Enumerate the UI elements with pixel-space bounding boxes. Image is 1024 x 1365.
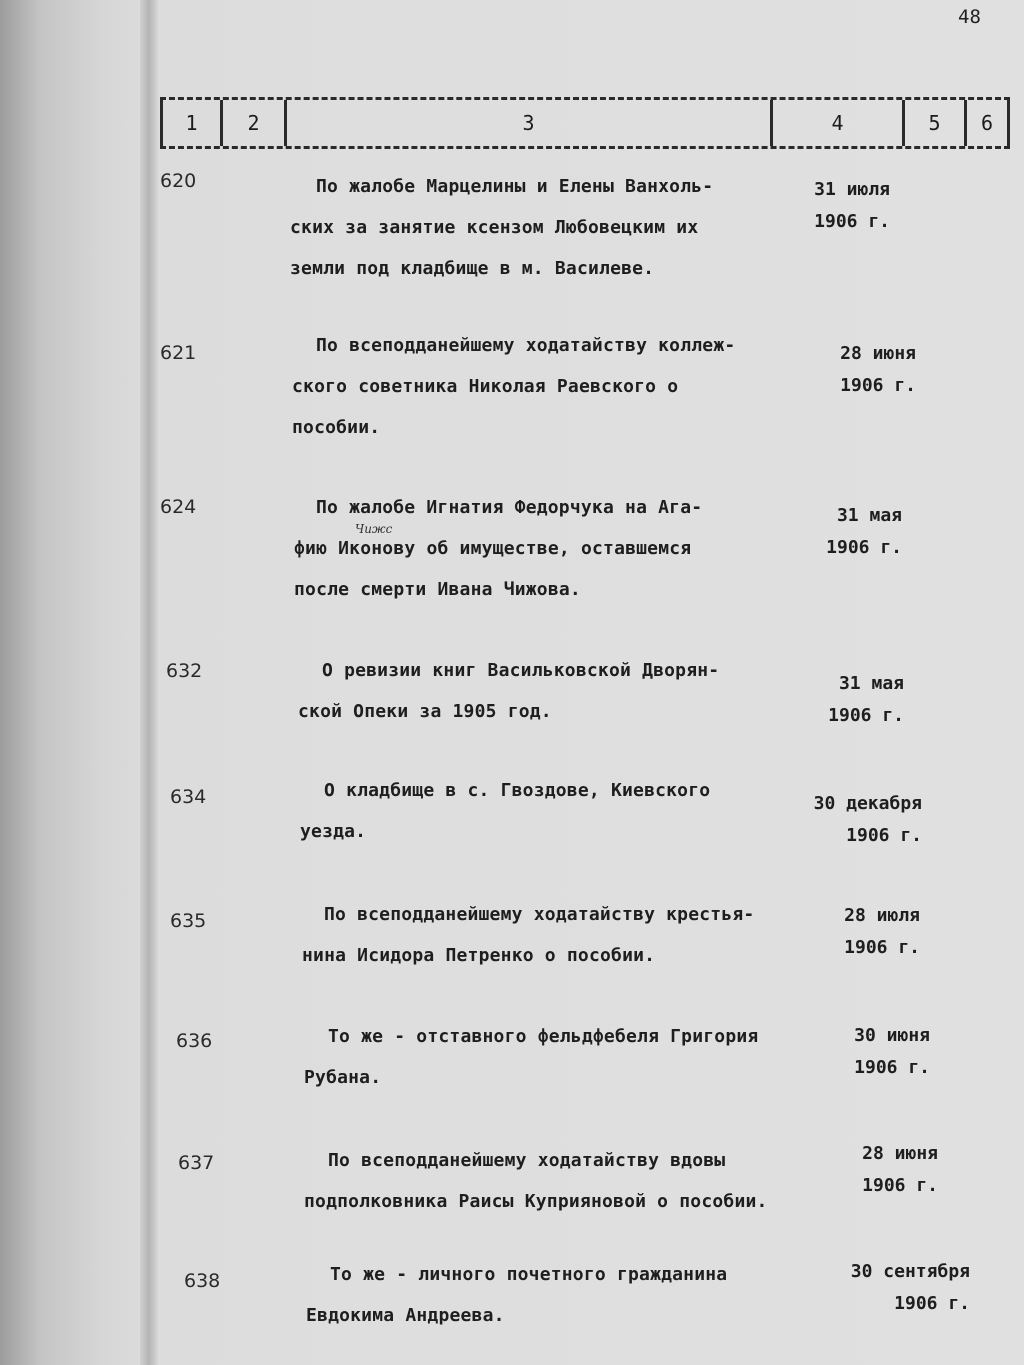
- date-year: 1906 г.: [894, 1293, 970, 1314]
- entry-number: 621: [160, 342, 197, 364]
- entry-line: По жалобе Игнатия Федорчука на Ага-: [316, 497, 703, 518]
- entry-number: 624: [160, 496, 197, 518]
- entry-line: ского советника Николая Раевского о: [292, 376, 679, 397]
- date-year: 1906 г.: [862, 1175, 938, 1196]
- date-year: 1906 г.: [826, 537, 902, 558]
- entry-line: уезда.: [300, 821, 367, 842]
- page-fold-shadow: [140, 0, 158, 1365]
- entry-date: [780, 500, 902, 564]
- entry-line: То же - личного почетного гражданина: [330, 1264, 728, 1285]
- date-day-month: 28 июня: [840, 343, 916, 364]
- header-col-4: 4: [770, 100, 902, 146]
- entry-date: [790, 338, 916, 402]
- entry-line: О ревизии книг Васильковской Дворян-: [322, 660, 720, 681]
- entry-description: [306, 1254, 727, 1336]
- handwritten-annotation: Чижс: [355, 522, 393, 536]
- entry-date: [826, 1256, 970, 1320]
- entry-number: 636: [176, 1030, 213, 1052]
- date-year: 1906 г.: [840, 375, 916, 396]
- date-year: 1906 г.: [814, 211, 890, 232]
- header-col-6: 6: [964, 100, 1010, 146]
- entry-description: [302, 894, 754, 976]
- entry-number: 620: [160, 170, 197, 192]
- entry-date: [790, 788, 922, 852]
- entry-date: [800, 900, 920, 964]
- header-col-1: 1: [160, 100, 220, 146]
- entry-line: ской Опеки за 1905 год.: [298, 701, 552, 722]
- entry-number: 634: [170, 786, 207, 808]
- entry-description: [304, 1140, 768, 1222]
- date-year: 1906 г.: [844, 937, 920, 958]
- entry-line: По жалобе Марцелины и Елены Ванхоль-: [316, 176, 714, 197]
- entry-description: [304, 1016, 758, 1098]
- entry-line: По всеподданейшему ходатайству вдовы: [328, 1150, 726, 1171]
- date-year: 1906 г.: [854, 1057, 930, 1078]
- entry-number: 632: [166, 660, 203, 682]
- header-col-2: 2: [220, 100, 284, 146]
- entry-date: [814, 1138, 938, 1202]
- entry-date: [810, 1020, 930, 1084]
- entry-number: 638: [184, 1270, 221, 1292]
- date-day-month: 28 июля: [844, 905, 920, 926]
- date-day-month: 28 июня: [862, 1143, 938, 1164]
- entry-description: [298, 650, 719, 732]
- date-day-month: 30 сентября: [850, 1261, 970, 1282]
- date-day-month: 31 мая: [836, 505, 902, 526]
- entry-description: [292, 325, 735, 448]
- entry-line: По всеподданейшему ходатайству коллеж-: [316, 335, 736, 356]
- entry-line: земли под кладбище в м. Василеве.: [290, 258, 655, 279]
- entry-number: 637: [178, 1152, 215, 1174]
- entry-line: То же - отставного фельдфебеля Григория: [328, 1026, 759, 1047]
- entry-date: [780, 668, 904, 732]
- date-year: 1906 г.: [846, 825, 922, 846]
- entry-description: [300, 770, 710, 852]
- date-day-month: 31 мая: [838, 673, 904, 694]
- date-day-month: 31 июля: [814, 179, 890, 200]
- entry-line: Евдокима Андреева.: [306, 1305, 505, 1326]
- entry-line: По всеподданейшему ходатайству крестья-: [324, 904, 755, 925]
- entry-line: пособии.: [292, 417, 381, 438]
- entry-line: нина Исидора Петренко о пособии.: [302, 945, 656, 966]
- entry-date: [770, 174, 890, 238]
- entry-line: подполковника Раисы Куприяновой о пособии.: [304, 1191, 768, 1212]
- entry-number: 635: [170, 910, 207, 932]
- table-header: [160, 97, 1010, 149]
- page-number: 48: [958, 6, 981, 28]
- entry-description: [290, 166, 713, 289]
- entry-line: фию Иконову об имуществе, оставшемся: [294, 538, 692, 559]
- entry-description: [294, 487, 702, 610]
- header-col-5: 5: [902, 100, 964, 146]
- date-year: 1906 г.: [828, 705, 904, 726]
- date-day-month: 30 июня: [854, 1025, 930, 1046]
- entry-line: Рубана.: [304, 1067, 382, 1088]
- header-col-3: 3: [284, 100, 770, 146]
- entry-line: после смерти Ивана Чижова.: [294, 579, 581, 600]
- entry-line: ских за занятие ксензом Любовецким их: [290, 217, 699, 238]
- date-day-month: 30 декабря: [813, 793, 922, 814]
- entry-line: О кладбище в с. Гвоздове, Киевского: [324, 780, 711, 801]
